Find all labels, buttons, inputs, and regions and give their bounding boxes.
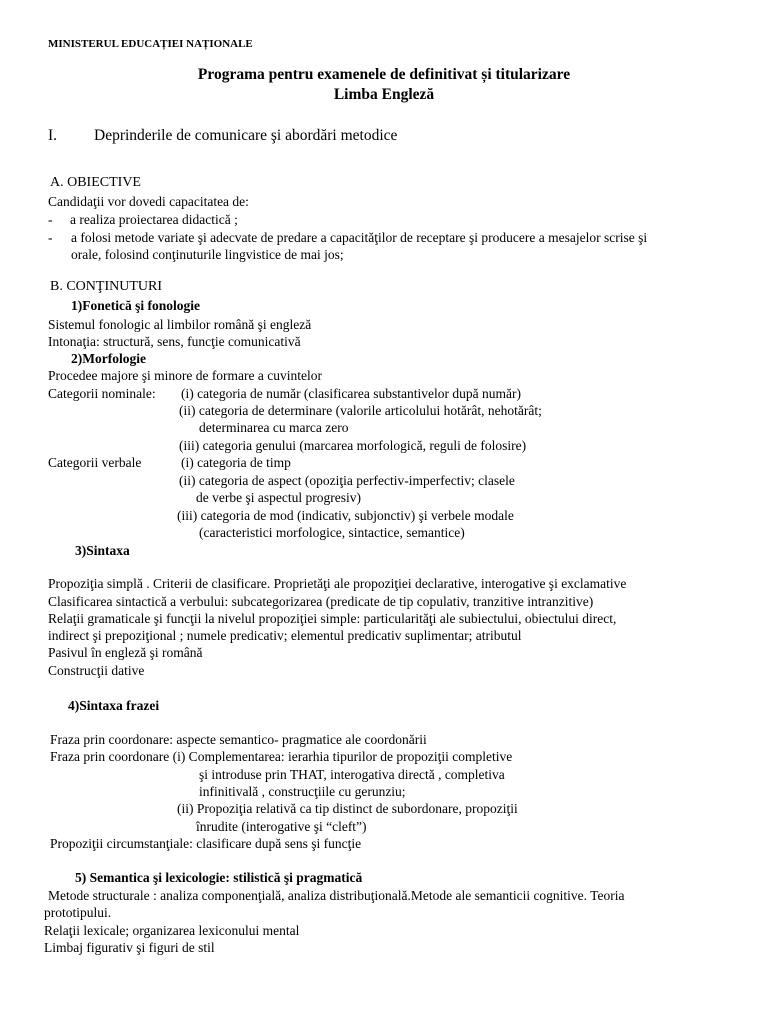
sentence-syntax-title: 4)Sintaxa frazei xyxy=(68,698,160,713)
morphology-line: (i) categoria de timp xyxy=(181,455,291,470)
sentence-syntax-line: înrudite (interogative şi “cleft”) xyxy=(196,819,367,834)
phonetics-title: 1)Fonetică şi fonologie xyxy=(71,298,200,313)
morphology-line: Procedee majore şi minore de formare a cuvintelor xyxy=(48,368,323,383)
contents-heading: B. CONŢINUTURI xyxy=(50,279,162,294)
syntax-line: Construcţii dative xyxy=(48,663,145,678)
syntax-line: Clasificarea sintactică a verbului: subcategorizarea (predicate de tip copulativ, tranzitive intranzitive) xyxy=(48,594,594,609)
morphology-title: 2)Morfologie xyxy=(71,351,146,366)
semantics-title: 5) Semantica şi lexicologie: stilistică şi pragmatică xyxy=(75,870,363,885)
semantics-line: Metode structurale : analiza componenţială, analiza distribuţională.Metode ale semanticii cognitive. Teoria xyxy=(48,888,625,903)
morphology-label: Categorii verbale xyxy=(48,455,142,470)
objective-item: a folosi metode variate şi adecvate de predare a capacităţilor de receptare şi producere a mesajelor scrise şi xyxy=(71,230,648,245)
sentence-syntax-line: (ii) Propoziţia relativă ca tip distinct de subordonare, propoziţii xyxy=(177,801,518,816)
morphology-line: determinarea cu marca zero xyxy=(199,420,349,435)
morphology-line: de verbe şi aspectul progresiv) xyxy=(196,490,361,505)
syntax-line: Propoziţia simplă . Criterii de clasificare. Proprietăţi ale propoziţiei declarative, interogative şi exclamative xyxy=(48,576,627,591)
phonetics-line: Sistemul fonologic al limbilor română şi engleză xyxy=(48,317,312,332)
morphology-line: (iii) categoria de mod (indicativ, subjonctiv) şi verbele modale xyxy=(177,508,514,523)
document-subtitle: Limba Engleză xyxy=(333,86,435,103)
section-number: I. xyxy=(48,127,58,144)
morphology-label: Categorii nominale: xyxy=(48,386,156,401)
ministry-name: MINISTERUL EDUCAȚIEI NAȚIONALE xyxy=(48,38,253,50)
objectives-heading: A. OBIECTIVE xyxy=(50,175,141,190)
syntax-title: 3)Sintaxa xyxy=(75,543,130,558)
objective-item: a realiza proiectarea didactică ; xyxy=(70,212,238,227)
syntax-line: Pasivul în engleză şi română xyxy=(48,645,203,660)
sentence-syntax-line: Propoziţii circumstanţiale: clasificare după sens şi funcţie xyxy=(50,836,362,851)
semantics-line: Limbaj figurativ şi figuri de stil xyxy=(44,940,215,955)
objectives-intro: Candidaţii vor dovedi capacitatea de: xyxy=(48,194,249,209)
phonetics-line: Intonaţia: structură, sens, funcţie comunicativă xyxy=(48,334,301,349)
semantics-line: prototipului. xyxy=(44,905,112,920)
sentence-syntax-line: Fraza prin coordonare: aspecte semantico- pragmatice ale coordonării xyxy=(50,732,427,747)
syntax-line: indirect şi prepoziţional ; numele predicativ; elementul predicativ suplimentar; atributul xyxy=(48,628,522,643)
section-title: Deprinderile de comunicare şi abordări metodice xyxy=(94,127,398,144)
morphology-line: (ii) categoria de determinare (valorile articolului hotărât, nehotărât; xyxy=(179,403,542,418)
objective-bullet: - xyxy=(48,230,53,245)
document-title: Programa pentru examenele de definitivat și titularizare xyxy=(197,66,571,83)
sentence-syntax-line: Fraza prin coordonare (i) Complementarea: ierarhia tipurilor de propoziţii completive xyxy=(50,749,513,764)
syntax-line: Relaţii gramaticale şi funcţii la nivelul propoziţiei simple: particularităţi ale subiectului, obiectului direct, xyxy=(48,611,617,626)
sentence-syntax-line: şi introduse prin THAT, interogativa directă , completiva xyxy=(199,767,505,782)
sentence-syntax-line: infinitivală , construcţiile cu gerunziu; xyxy=(199,784,406,799)
morphology-line: (ii) categoria de aspect (opoziţia perfectiv-imperfectiv; clasele xyxy=(179,473,515,488)
objective-item-continued: orale, folosind conţinuturile lingvistice de mai jos; xyxy=(71,247,344,262)
morphology-line: (i) categoria de număr (clasificarea substantivelor după număr) xyxy=(181,386,521,401)
objective-bullet: - xyxy=(48,212,53,227)
semantics-line: Relaţii lexicale; organizarea lexiconului mental xyxy=(44,923,300,938)
morphology-line: (iii) categoria genului (marcarea morfologică, reguli de folosire) xyxy=(179,438,527,453)
morphology-line: (caracteristici morfologice, sintactice, semantice) xyxy=(199,525,465,540)
